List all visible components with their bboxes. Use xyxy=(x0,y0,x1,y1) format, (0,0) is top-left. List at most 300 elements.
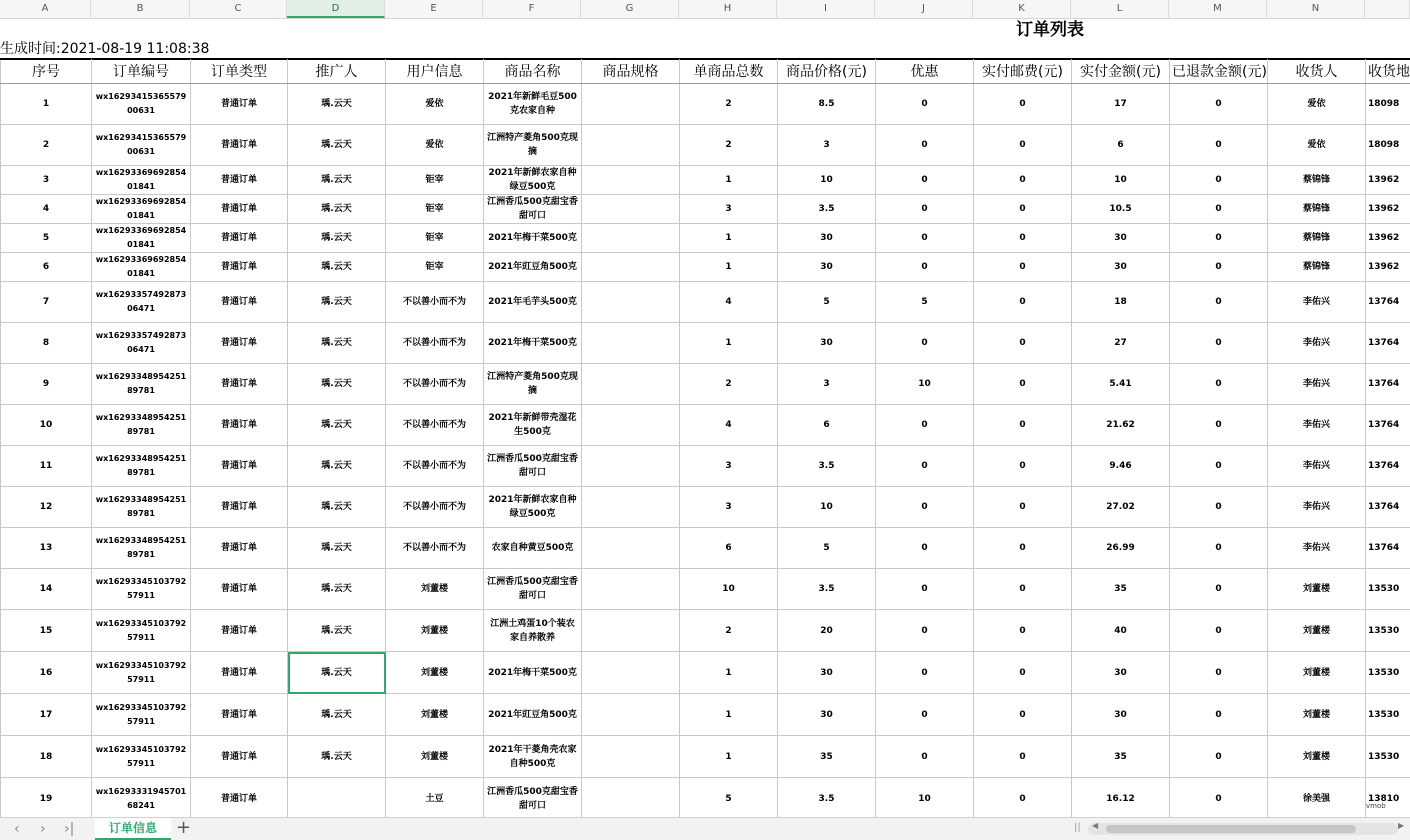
table-cell[interactable]: 瑀.云天 xyxy=(288,195,386,224)
table-cell[interactable]: 6 xyxy=(1,253,92,282)
table-cell[interactable]: 0 xyxy=(974,778,1072,818)
table-cell[interactable]: 18 xyxy=(1,736,92,778)
table-cell[interactable] xyxy=(288,778,386,818)
table-cell[interactable]: 10 xyxy=(876,778,974,818)
table-cell[interactable]: 刘董楼 xyxy=(1268,694,1366,736)
table-cell[interactable]: 普通订单 xyxy=(191,84,288,125)
table-cell[interactable]: 土豆 xyxy=(386,778,484,818)
table-cell[interactable]: 14 xyxy=(1,569,92,610)
table-cell[interactable]: 钜宰 xyxy=(386,253,484,282)
table-cell[interactable]: 0 xyxy=(974,253,1072,282)
table-cell[interactable]: 3 xyxy=(778,125,876,166)
table-cell[interactable]: 刘董楼 xyxy=(1268,610,1366,652)
table-cell[interactable]: 10 xyxy=(1072,166,1170,195)
table-cell[interactable]: 10.5 xyxy=(1072,195,1170,224)
table-cell[interactable] xyxy=(582,224,680,253)
table-cell[interactable]: 0 xyxy=(1170,528,1268,569)
table-cell[interactable]: wx1629334895425189781 xyxy=(92,405,191,446)
table-cell[interactable]: 不以善小而不为 xyxy=(386,405,484,446)
table-cell[interactable]: 2021年毛芋头500克 xyxy=(484,282,582,323)
table-cell[interactable]: 10 xyxy=(680,569,778,610)
table-cell[interactable]: 20 xyxy=(778,610,876,652)
table-cell[interactable]: 7 xyxy=(1,282,92,323)
table-cell[interactable]: 8.5 xyxy=(778,84,876,125)
table-cell[interactable]: 2021年新鲜带壳湿花生500克 xyxy=(484,405,582,446)
table-cell[interactable]: 13530 xyxy=(1366,610,1410,652)
table-cell[interactable]: 30 xyxy=(1072,652,1170,694)
table-cell[interactable]: 0 xyxy=(1170,195,1268,224)
table-cell[interactable]: 0 xyxy=(876,652,974,694)
column-letter-m[interactable]: M xyxy=(1169,0,1267,18)
table-cell[interactable]: 1 xyxy=(680,652,778,694)
table-cell[interactable]: 13764 xyxy=(1366,405,1410,446)
table-cell[interactable]: 0 xyxy=(1170,569,1268,610)
table-cell[interactable]: 6 xyxy=(778,405,876,446)
table-cell[interactable]: 0 xyxy=(1170,446,1268,487)
table-cell[interactable]: wx1629334510379257911 xyxy=(92,652,191,694)
column-header[interactable]: 已退款金额(元) xyxy=(1170,60,1268,84)
table-cell[interactable]: 0 xyxy=(876,166,974,195)
table-cell[interactable]: 0 xyxy=(876,446,974,487)
table-cell[interactable]: 不以善小而不为 xyxy=(386,446,484,487)
table-cell[interactable]: 普通订单 xyxy=(191,652,288,694)
table-cell[interactable]: 3 xyxy=(680,195,778,224)
table-cell[interactable]: 李佑兴 xyxy=(1268,405,1366,446)
table-cell[interactable]: 瑀.云天 xyxy=(288,253,386,282)
table-cell[interactable]: 13962 xyxy=(1366,224,1410,253)
column-letter-a[interactable]: A xyxy=(0,0,91,18)
table-cell[interactable]: 钜宰 xyxy=(386,166,484,195)
table-cell[interactable]: 0 xyxy=(876,487,974,528)
table-cell[interactable]: 瑀.云天 xyxy=(288,224,386,253)
table-cell[interactable]: 5 xyxy=(778,528,876,569)
table-cell[interactable]: 8 xyxy=(1,323,92,364)
table-cell[interactable]: 0 xyxy=(876,84,974,125)
table-cell[interactable]: 10 xyxy=(778,487,876,528)
column-header[interactable]: 实付金额(元) xyxy=(1072,60,1170,84)
table-cell[interactable]: 6 xyxy=(680,528,778,569)
table-cell[interactable]: 30 xyxy=(778,323,876,364)
table-cell[interactable]: 瑀.云天 xyxy=(288,736,386,778)
table-cell[interactable]: 40 xyxy=(1072,610,1170,652)
table-cell[interactable]: 13764 xyxy=(1366,528,1410,569)
table-cell[interactable]: 0 xyxy=(974,736,1072,778)
table-cell[interactable]: 19 xyxy=(1,778,92,818)
table-cell[interactable]: wx1629334510379257911 xyxy=(92,736,191,778)
table-cell[interactable] xyxy=(582,446,680,487)
table-cell[interactable] xyxy=(582,694,680,736)
table-cell[interactable]: wx1629341536557900631 xyxy=(92,125,191,166)
table-cell[interactable]: 瑀.云天 xyxy=(288,282,386,323)
table-cell[interactable]: 5 xyxy=(778,282,876,323)
table-cell[interactable]: 不以善小而不为 xyxy=(386,323,484,364)
column-letter-l[interactable]: L xyxy=(1071,0,1169,18)
table-cell[interactable]: 27.02 xyxy=(1072,487,1170,528)
column-header[interactable]: 订单编号 xyxy=(92,60,191,84)
table-cell[interactable]: 0 xyxy=(1170,125,1268,166)
table-cell[interactable]: 0 xyxy=(974,364,1072,405)
column-header[interactable]: 商品名称 xyxy=(484,60,582,84)
table-cell[interactable]: 不以善小而不为 xyxy=(386,364,484,405)
table-cell[interactable]: 35 xyxy=(1072,736,1170,778)
table-cell[interactable]: 0 xyxy=(974,446,1072,487)
table-cell[interactable]: 0 xyxy=(1170,253,1268,282)
table-cell[interactable]: 瑀.云天 xyxy=(288,652,386,694)
column-header[interactable]: 优惠 xyxy=(876,60,974,84)
table-cell[interactable]: 0 xyxy=(1170,736,1268,778)
table-cell[interactable]: 李佑兴 xyxy=(1268,282,1366,323)
column-letter-h[interactable]: H xyxy=(679,0,777,18)
table-cell[interactable]: 11 xyxy=(1,446,92,487)
table-cell[interactable]: 瑀.云天 xyxy=(288,364,386,405)
table-cell[interactable]: 2 xyxy=(680,125,778,166)
table-cell[interactable]: 0 xyxy=(1170,364,1268,405)
table-cell[interactable]: 30 xyxy=(778,253,876,282)
table-cell[interactable]: 徐美强 xyxy=(1268,778,1366,818)
table-cell[interactable]: 2021年豇豆角500克 xyxy=(484,694,582,736)
table-cell[interactable] xyxy=(582,610,680,652)
column-header[interactable]: 实付邮费(元) xyxy=(974,60,1072,84)
table-cell[interactable]: 0 xyxy=(876,528,974,569)
table-cell[interactable]: 2 xyxy=(680,610,778,652)
table-cell[interactable]: 2 xyxy=(680,364,778,405)
table-cell[interactable]: 爱依 xyxy=(386,125,484,166)
table-cell[interactable]: 13962 xyxy=(1366,166,1410,195)
table-cell[interactable]: 蔡锦锋 xyxy=(1268,166,1366,195)
table-cell[interactable] xyxy=(582,166,680,195)
table-cell[interactable]: 普通订单 xyxy=(191,125,288,166)
split-handle[interactable]: || xyxy=(1074,822,1081,833)
table-cell[interactable]: 0 xyxy=(974,652,1072,694)
table-cell[interactable]: 1 xyxy=(680,323,778,364)
table-cell[interactable]: 江洲特产菱角500克现摘 xyxy=(484,364,582,405)
table-cell[interactable]: 1 xyxy=(680,224,778,253)
column-letter-c[interactable]: C xyxy=(190,0,287,18)
table-cell[interactable]: 刘董楼 xyxy=(386,610,484,652)
table-cell[interactable] xyxy=(582,569,680,610)
table-cell[interactable]: 0 xyxy=(876,405,974,446)
table-cell[interactable]: 普通订单 xyxy=(191,778,288,818)
table-cell[interactable]: 0 xyxy=(974,84,1072,125)
table-cell[interactable] xyxy=(582,736,680,778)
table-cell[interactable]: 5 xyxy=(1,224,92,253)
table-cell[interactable]: 30 xyxy=(1072,253,1170,282)
table-cell[interactable]: 13810 xyxy=(1366,778,1410,818)
column-header[interactable]: 用户信息 xyxy=(386,60,484,84)
table-cell[interactable] xyxy=(582,778,680,818)
table-cell[interactable]: 0 xyxy=(876,736,974,778)
table-cell[interactable]: 4 xyxy=(680,405,778,446)
table-cell[interactable]: 0 xyxy=(974,528,1072,569)
table-cell[interactable]: 26.99 xyxy=(1072,528,1170,569)
column-header[interactable]: 商品规格 xyxy=(582,60,680,84)
table-cell[interactable]: 13764 xyxy=(1366,446,1410,487)
table-cell[interactable]: 爱依 xyxy=(386,84,484,125)
table-cell[interactable]: 35 xyxy=(1072,569,1170,610)
table-cell[interactable]: 13530 xyxy=(1366,569,1410,610)
table-cell[interactable]: wx1629335749287306471 xyxy=(92,282,191,323)
table-cell[interactable]: wx1629336969285401841 xyxy=(92,166,191,195)
table-cell[interactable]: 蔡锦锋 xyxy=(1268,224,1366,253)
table-cell[interactable]: 0 xyxy=(974,323,1072,364)
table-cell[interactable]: 江洲香瓜500克甜宝香甜可口 xyxy=(484,778,582,818)
table-cell[interactable]: 10 xyxy=(876,364,974,405)
table-cell[interactable] xyxy=(582,282,680,323)
table-cell[interactable]: 3.5 xyxy=(778,778,876,818)
table-cell[interactable]: 21.62 xyxy=(1072,405,1170,446)
table-cell[interactable]: 瑀.云天 xyxy=(288,487,386,528)
table-cell[interactable]: 1 xyxy=(680,694,778,736)
table-cell[interactable]: 刘董楼 xyxy=(386,569,484,610)
scroll-right-arrow-icon[interactable]: ▶ xyxy=(1398,821,1404,830)
table-cell[interactable]: 不以善小而不为 xyxy=(386,528,484,569)
worksheet[interactable] xyxy=(0,18,1410,817)
table-cell[interactable]: 瑀.云天 xyxy=(288,528,386,569)
table-cell[interactable]: 刘董楼 xyxy=(1268,569,1366,610)
table-cell[interactable]: wx1629334895425189781 xyxy=(92,364,191,405)
table-cell[interactable] xyxy=(582,323,680,364)
table-cell[interactable]: 30 xyxy=(778,652,876,694)
table-cell[interactable]: 0 xyxy=(1170,323,1268,364)
table-cell[interactable]: 0 xyxy=(876,694,974,736)
table-cell[interactable]: 瑀.云天 xyxy=(288,446,386,487)
column-letter-n[interactable]: N xyxy=(1267,0,1365,18)
table-cell[interactable]: 17 xyxy=(1072,84,1170,125)
table-cell[interactable]: 4 xyxy=(1,195,92,224)
table-cell[interactable] xyxy=(582,652,680,694)
table-cell[interactable]: 李佑兴 xyxy=(1268,487,1366,528)
table-cell[interactable]: 0 xyxy=(876,253,974,282)
table-cell[interactable]: 普通订单 xyxy=(191,166,288,195)
table-cell[interactable]: 2021年梅干菜500克 xyxy=(484,323,582,364)
table-cell[interactable]: 13764 xyxy=(1366,282,1410,323)
table-cell[interactable]: 普通订单 xyxy=(191,282,288,323)
table-cell[interactable]: 爱依 xyxy=(1268,125,1366,166)
table-cell[interactable]: 瑀.云天 xyxy=(288,569,386,610)
table-cell[interactable]: 瑀.云天 xyxy=(288,610,386,652)
table-cell[interactable]: 12 xyxy=(1,487,92,528)
table-cell[interactable]: 0 xyxy=(876,323,974,364)
column-header[interactable]: 收货人 xyxy=(1268,60,1366,84)
table-cell[interactable]: 普通订单 xyxy=(191,253,288,282)
table-cell[interactable]: 0 xyxy=(1170,610,1268,652)
table-cell[interactable]: 0 xyxy=(1170,405,1268,446)
table-cell[interactable]: 瑀.云天 xyxy=(288,405,386,446)
column-letter-i[interactable]: I xyxy=(777,0,875,18)
table-cell[interactable]: 普通订单 xyxy=(191,487,288,528)
table-cell[interactable]: wx1629334895425189781 xyxy=(92,446,191,487)
table-cell[interactable]: 2021年新鲜农家自种绿豆500克 xyxy=(484,487,582,528)
table-cell[interactable]: 13962 xyxy=(1366,253,1410,282)
table-cell[interactable]: 30 xyxy=(778,694,876,736)
column-header[interactable]: 推广人 xyxy=(288,60,386,84)
table-cell[interactable]: 李佑兴 xyxy=(1268,323,1366,364)
table-cell[interactable]: 2 xyxy=(680,84,778,125)
table-cell[interactable]: 27 xyxy=(1072,323,1170,364)
table-cell[interactable]: 17 xyxy=(1,694,92,736)
column-letter-d[interactable]: D xyxy=(287,0,385,18)
table-cell[interactable]: 35 xyxy=(778,736,876,778)
table-cell[interactable]: 普通订单 xyxy=(191,528,288,569)
table-cell[interactable]: 13530 xyxy=(1366,694,1410,736)
table-cell[interactable]: 18098 xyxy=(1366,125,1410,166)
column-header[interactable]: 单商品总数 xyxy=(680,60,778,84)
table-cell[interactable]: 16 xyxy=(1,652,92,694)
table-cell[interactable]: 0 xyxy=(876,125,974,166)
table-cell[interactable]: 30 xyxy=(778,224,876,253)
table-cell[interactable]: wx1629334510379257911 xyxy=(92,610,191,652)
table-cell[interactable]: 江洲土鸡蛋10个装农家自养散养 xyxy=(484,610,582,652)
table-cell[interactable]: 1 xyxy=(680,253,778,282)
table-cell[interactable]: 3 xyxy=(680,446,778,487)
table-cell[interactable]: 蔡锦锋 xyxy=(1268,195,1366,224)
table-cell[interactable]: wx1629336969285401841 xyxy=(92,224,191,253)
column-letter-b[interactable]: B xyxy=(91,0,190,18)
table-cell[interactable]: 2021年梅干菜500克 xyxy=(484,652,582,694)
table-cell[interactable]: 钜宰 xyxy=(386,195,484,224)
table-cell[interactable]: 江洲香瓜500克甜宝香甜可口 xyxy=(484,569,582,610)
table-cell[interactable] xyxy=(582,195,680,224)
table-cell[interactable]: 0 xyxy=(876,224,974,253)
table-cell[interactable]: 0 xyxy=(1170,224,1268,253)
column-letter-e[interactable]: E xyxy=(385,0,483,18)
column-letter-j[interactable]: J xyxy=(875,0,973,18)
column-letter-g[interactable]: G xyxy=(581,0,679,18)
table-cell[interactable]: 普通订单 xyxy=(191,364,288,405)
table-cell[interactable]: 瑀.云天 xyxy=(288,323,386,364)
table-cell[interactable]: 9.46 xyxy=(1072,446,1170,487)
table-cell[interactable]: 0 xyxy=(876,569,974,610)
table-cell[interactable]: 普通订单 xyxy=(191,694,288,736)
horizontal-scrollbar[interactable] xyxy=(1088,823,1398,835)
table-cell[interactable]: 5.41 xyxy=(1072,364,1170,405)
table-cell[interactable]: 钜宰 xyxy=(386,224,484,253)
table-cell[interactable]: 5 xyxy=(680,778,778,818)
table-cell[interactable]: 0 xyxy=(1170,694,1268,736)
table-cell[interactable]: 0 xyxy=(974,166,1072,195)
table-cell[interactable]: 刘董楼 xyxy=(1268,652,1366,694)
table-cell[interactable]: 1 xyxy=(680,736,778,778)
table-cell[interactable]: 10 xyxy=(1,405,92,446)
table-cell[interactable]: 李佑兴 xyxy=(1268,364,1366,405)
table-cell[interactable]: 2 xyxy=(1,125,92,166)
table-cell[interactable]: 普通订单 xyxy=(191,610,288,652)
table-cell[interactable]: 0 xyxy=(1170,487,1268,528)
column-header[interactable]: 序号 xyxy=(1,60,92,84)
table-cell[interactable]: 李佑兴 xyxy=(1268,446,1366,487)
table-cell[interactable]: 刘董楼 xyxy=(386,694,484,736)
table-cell[interactable] xyxy=(582,364,680,405)
table-cell[interactable]: wx1629336969285401841 xyxy=(92,195,191,224)
table-cell[interactable]: 10 xyxy=(778,166,876,195)
table-cell[interactable]: 13764 xyxy=(1366,323,1410,364)
table-cell[interactable]: 3.5 xyxy=(778,569,876,610)
table-cell[interactable]: 瑀.云天 xyxy=(288,166,386,195)
table-cell[interactable]: 普通订单 xyxy=(191,405,288,446)
table-cell[interactable]: 3 xyxy=(778,364,876,405)
table-cell[interactable]: 刘董楼 xyxy=(386,652,484,694)
column-header[interactable]: 订单类型 xyxy=(191,60,288,84)
table-cell[interactable]: 16.12 xyxy=(1072,778,1170,818)
table-cell[interactable]: 2021年新鲜农家自种绿豆500克 xyxy=(484,166,582,195)
table-cell[interactable]: 6 xyxy=(1072,125,1170,166)
table-cell[interactable]: 1 xyxy=(680,166,778,195)
table-cell[interactable]: wx1629341536557900631 xyxy=(92,84,191,125)
table-cell[interactable]: 0 xyxy=(974,405,1072,446)
table-cell[interactable]: 瑀.云天 xyxy=(288,694,386,736)
table-cell[interactable]: 刘董楼 xyxy=(386,736,484,778)
table-cell[interactable]: 0 xyxy=(1170,84,1268,125)
table-cell[interactable]: 0 xyxy=(1170,778,1268,818)
table-cell[interactable]: 0 xyxy=(876,610,974,652)
table-cell[interactable]: wx1629334895425189781 xyxy=(92,487,191,528)
column-letter-f[interactable]: F xyxy=(483,0,581,18)
table-cell[interactable]: 2021年豇豆角500克 xyxy=(484,253,582,282)
table-cell[interactable]: 0 xyxy=(974,569,1072,610)
table-cell[interactable]: wx1629333194570168241 xyxy=(92,778,191,818)
table-cell[interactable]: 13530 xyxy=(1366,736,1410,778)
column-letter-k[interactable]: K xyxy=(973,0,1071,18)
table-cell[interactable]: 0 xyxy=(974,610,1072,652)
table-cell[interactable]: 0 xyxy=(1170,166,1268,195)
table-cell[interactable]: 2021年梅干菜500克 xyxy=(484,224,582,253)
table-cell[interactable]: 4 xyxy=(680,282,778,323)
table-cell[interactable]: 农家自种黄豆500克 xyxy=(484,528,582,569)
table-cell[interactable]: 0 xyxy=(974,282,1072,323)
table-cell[interactable]: 0 xyxy=(876,195,974,224)
table-cell[interactable]: 不以善小而不为 xyxy=(386,282,484,323)
column-header[interactable]: 收货地 xyxy=(1366,60,1410,84)
table-cell[interactable]: 1 xyxy=(1,84,92,125)
scroll-left-arrow-icon[interactable]: ◀ xyxy=(1092,821,1098,830)
table-cell[interactable]: 18098 xyxy=(1366,84,1410,125)
table-cell[interactable]: 3.5 xyxy=(778,446,876,487)
first-sheet-button[interactable]: ‹ xyxy=(14,820,20,838)
table-cell[interactable]: 13530 xyxy=(1366,652,1410,694)
sheet-tab-order-info[interactable]: 订单信息 xyxy=(95,818,171,840)
table-cell[interactable]: 13764 xyxy=(1366,487,1410,528)
table-cell[interactable]: 30 xyxy=(1072,224,1170,253)
table-cell[interactable]: 刘董楼 xyxy=(1268,736,1366,778)
table-cell[interactable]: 普通订单 xyxy=(191,323,288,364)
table-cell[interactable]: 李佑兴 xyxy=(1268,528,1366,569)
table-cell[interactable]: 2021年新鲜毛豆500克农家自种 xyxy=(484,84,582,125)
table-cell[interactable]: 2021年干菱角壳农家自种500克 xyxy=(484,736,582,778)
table-cell[interactable]: 0 xyxy=(974,125,1072,166)
table-cell[interactable] xyxy=(582,487,680,528)
table-cell[interactable]: 江洲香瓜500克甜宝香甜可口 xyxy=(484,446,582,487)
table-cell[interactable]: 普通订单 xyxy=(191,569,288,610)
table-cell[interactable]: 13 xyxy=(1,528,92,569)
table-cell[interactable]: 3.5 xyxy=(778,195,876,224)
table-cell[interactable]: 3 xyxy=(1,166,92,195)
table-cell[interactable]: 0 xyxy=(1170,282,1268,323)
table-cell[interactable] xyxy=(582,125,680,166)
table-cell[interactable]: 5 xyxy=(876,282,974,323)
table-cell[interactable]: 普通订单 xyxy=(191,446,288,487)
scroll-thumb[interactable] xyxy=(1106,825,1356,833)
table-cell[interactable]: 蔡锦锋 xyxy=(1268,253,1366,282)
table-cell[interactable] xyxy=(582,253,680,282)
table-cell[interactable]: 普通订单 xyxy=(191,195,288,224)
table-cell[interactable]: 瑀.云天 xyxy=(288,125,386,166)
table-cell[interactable] xyxy=(582,528,680,569)
column-header[interactable]: 商品价格(元) xyxy=(778,60,876,84)
table-cell[interactable]: 江洲特产菱角500克现摘 xyxy=(484,125,582,166)
table-cell[interactable]: 13962 xyxy=(1366,195,1410,224)
table-cell[interactable]: 普通订单 xyxy=(191,736,288,778)
table-cell[interactable]: 普通订单 xyxy=(191,224,288,253)
